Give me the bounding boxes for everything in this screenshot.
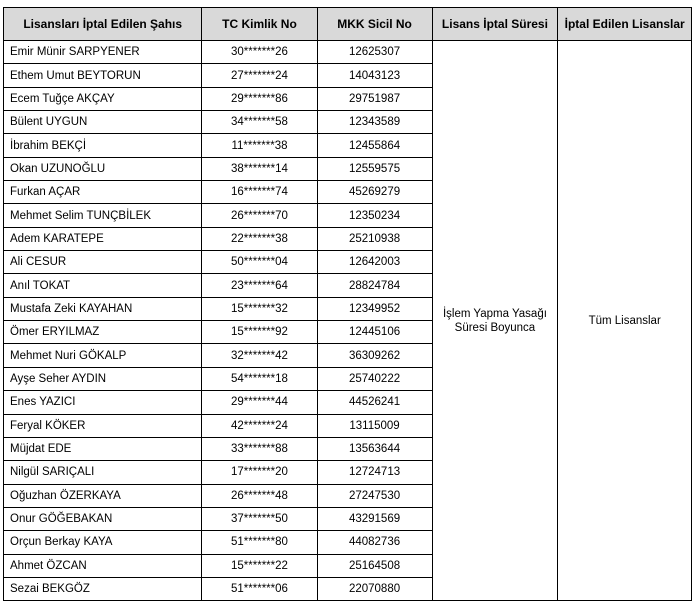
table-body <box>4 41 692 601</box>
tc-number-cell: 54*******18 <box>202 367 317 390</box>
mkk-number-cell: 25740222 <box>317 367 432 390</box>
name-cell: Müjdat EDE <box>4 437 202 460</box>
mkk-number-cell: 36309262 <box>317 344 432 367</box>
tc-number-cell: 17*******20 <box>202 461 317 484</box>
name-cell: Nilgül SARIÇALI <box>4 461 202 484</box>
tc-number-cell: 15*******32 <box>202 297 317 320</box>
mkk-number-cell: 44082736 <box>317 531 432 554</box>
tc-number-cell: 51*******06 <box>202 577 317 600</box>
header-revoked-licenses: İptal Edilen Lisanslar <box>558 8 692 41</box>
mkk-number-cell: 13563644 <box>317 437 432 460</box>
tc-number-cell: 50*******04 <box>202 251 317 274</box>
tc-number-cell: 15*******92 <box>202 321 317 344</box>
name-cell: Anıl TOKAT <box>4 274 202 297</box>
mkk-number-cell: 13115009 <box>317 414 432 437</box>
license-revocation-table <box>3 7 692 601</box>
tc-number-cell: 15*******22 <box>202 554 317 577</box>
tc-number-cell: 32*******42 <box>202 344 317 367</box>
name-cell: Oğuzhan ÖZERKAYA <box>4 484 202 507</box>
mkk-number-cell: 44526241 <box>317 391 432 414</box>
name-cell: Mustafa Zeki KAYAHAN <box>4 297 202 320</box>
mkk-number-cell: 45269279 <box>317 181 432 204</box>
tc-number-cell: 27*******24 <box>202 64 317 87</box>
tc-number-cell: 26*******70 <box>202 204 317 227</box>
name-cell: Mehmet Nuri GÖKALP <box>4 344 202 367</box>
mkk-number-cell: 12343589 <box>317 111 432 134</box>
mkk-number-cell: 12350234 <box>317 204 432 227</box>
tc-number-cell: 33*******88 <box>202 437 317 460</box>
name-cell: Ethem Umut BEYTORUN <box>4 64 202 87</box>
mkk-number-cell: 12724713 <box>317 461 432 484</box>
name-cell: Onur GÖĞEBAKAN <box>4 507 202 530</box>
name-cell: Orçun Berkay KAYA <box>4 531 202 554</box>
name-cell: Ahmet ÖZCAN <box>4 554 202 577</box>
mkk-number-cell: 12625307 <box>317 41 432 64</box>
mkk-number-cell: 22070880 <box>317 577 432 600</box>
mkk-number-cell: 12349952 <box>317 297 432 320</box>
tc-number-cell: 16*******74 <box>202 181 317 204</box>
mkk-number-cell: 12445106 <box>317 321 432 344</box>
name-cell: Sezai BEKGÖZ <box>4 577 202 600</box>
name-cell: Adem KARATEPE <box>4 227 202 250</box>
header-name: Lisansları İptal Edilen Şahıs <box>4 8 202 41</box>
tc-number-cell: 38*******14 <box>202 157 317 180</box>
name-cell: Bülent UYGUN <box>4 111 202 134</box>
name-cell: Enes YAZICI <box>4 391 202 414</box>
tc-number-cell: 51*******80 <box>202 531 317 554</box>
tc-number-cell: 26*******48 <box>202 484 317 507</box>
license-revocation-table-container <box>3 7 692 601</box>
table-header-row <box>4 8 692 41</box>
tc-number-cell: 11*******38 <box>202 134 317 157</box>
tc-number-cell: 37*******50 <box>202 507 317 530</box>
mkk-number-cell: 25164508 <box>317 554 432 577</box>
mkk-number-cell: 12642003 <box>317 251 432 274</box>
name-cell: Furkan AÇAR <box>4 181 202 204</box>
mkk-number-cell: 43291569 <box>317 507 432 530</box>
tc-number-cell: 22*******38 <box>202 227 317 250</box>
mkk-number-cell: 14043123 <box>317 64 432 87</box>
mkk-number-cell: 12559575 <box>317 157 432 180</box>
name-cell: Feryal KÖKER <box>4 414 202 437</box>
mkk-number-cell: 12455864 <box>317 134 432 157</box>
name-cell: Mehmet Selim TUNÇBİLEK <box>4 204 202 227</box>
mkk-number-cell: 28824784 <box>317 274 432 297</box>
tc-number-cell: 34*******58 <box>202 111 317 134</box>
name-cell: Ayşe Seher AYDIN <box>4 367 202 390</box>
header-revocation-duration: Lisans İptal Süresi <box>432 8 558 41</box>
header-tc-number: TC Kimlik No <box>202 8 317 41</box>
mkk-number-cell: 25210938 <box>317 227 432 250</box>
revocation-duration-cell: İşlem Yapma Yasağı Süresi Boyunca <box>432 41 558 601</box>
name-cell: Ecem Tuğçe AKÇAY <box>4 87 202 110</box>
name-cell: Ömer ERYILMAZ <box>4 321 202 344</box>
table-row <box>4 41 692 64</box>
name-cell: Emir Münir SARPYENER <box>4 41 202 64</box>
revoked-licenses-cell: Tüm Lisanslar <box>558 41 692 601</box>
name-cell: Ali CESUR <box>4 251 202 274</box>
mkk-number-cell: 27247530 <box>317 484 432 507</box>
tc-number-cell: 23*******64 <box>202 274 317 297</box>
tc-number-cell: 30*******26 <box>202 41 317 64</box>
header-mkk-number: MKK Sicil No <box>317 8 432 41</box>
mkk-number-cell: 29751987 <box>317 87 432 110</box>
name-cell: Okan UZUNOĞLU <box>4 157 202 180</box>
tc-number-cell: 29*******44 <box>202 391 317 414</box>
tc-number-cell: 42*******24 <box>202 414 317 437</box>
tc-number-cell: 29*******86 <box>202 87 317 110</box>
name-cell: İbrahim BEKÇİ <box>4 134 202 157</box>
